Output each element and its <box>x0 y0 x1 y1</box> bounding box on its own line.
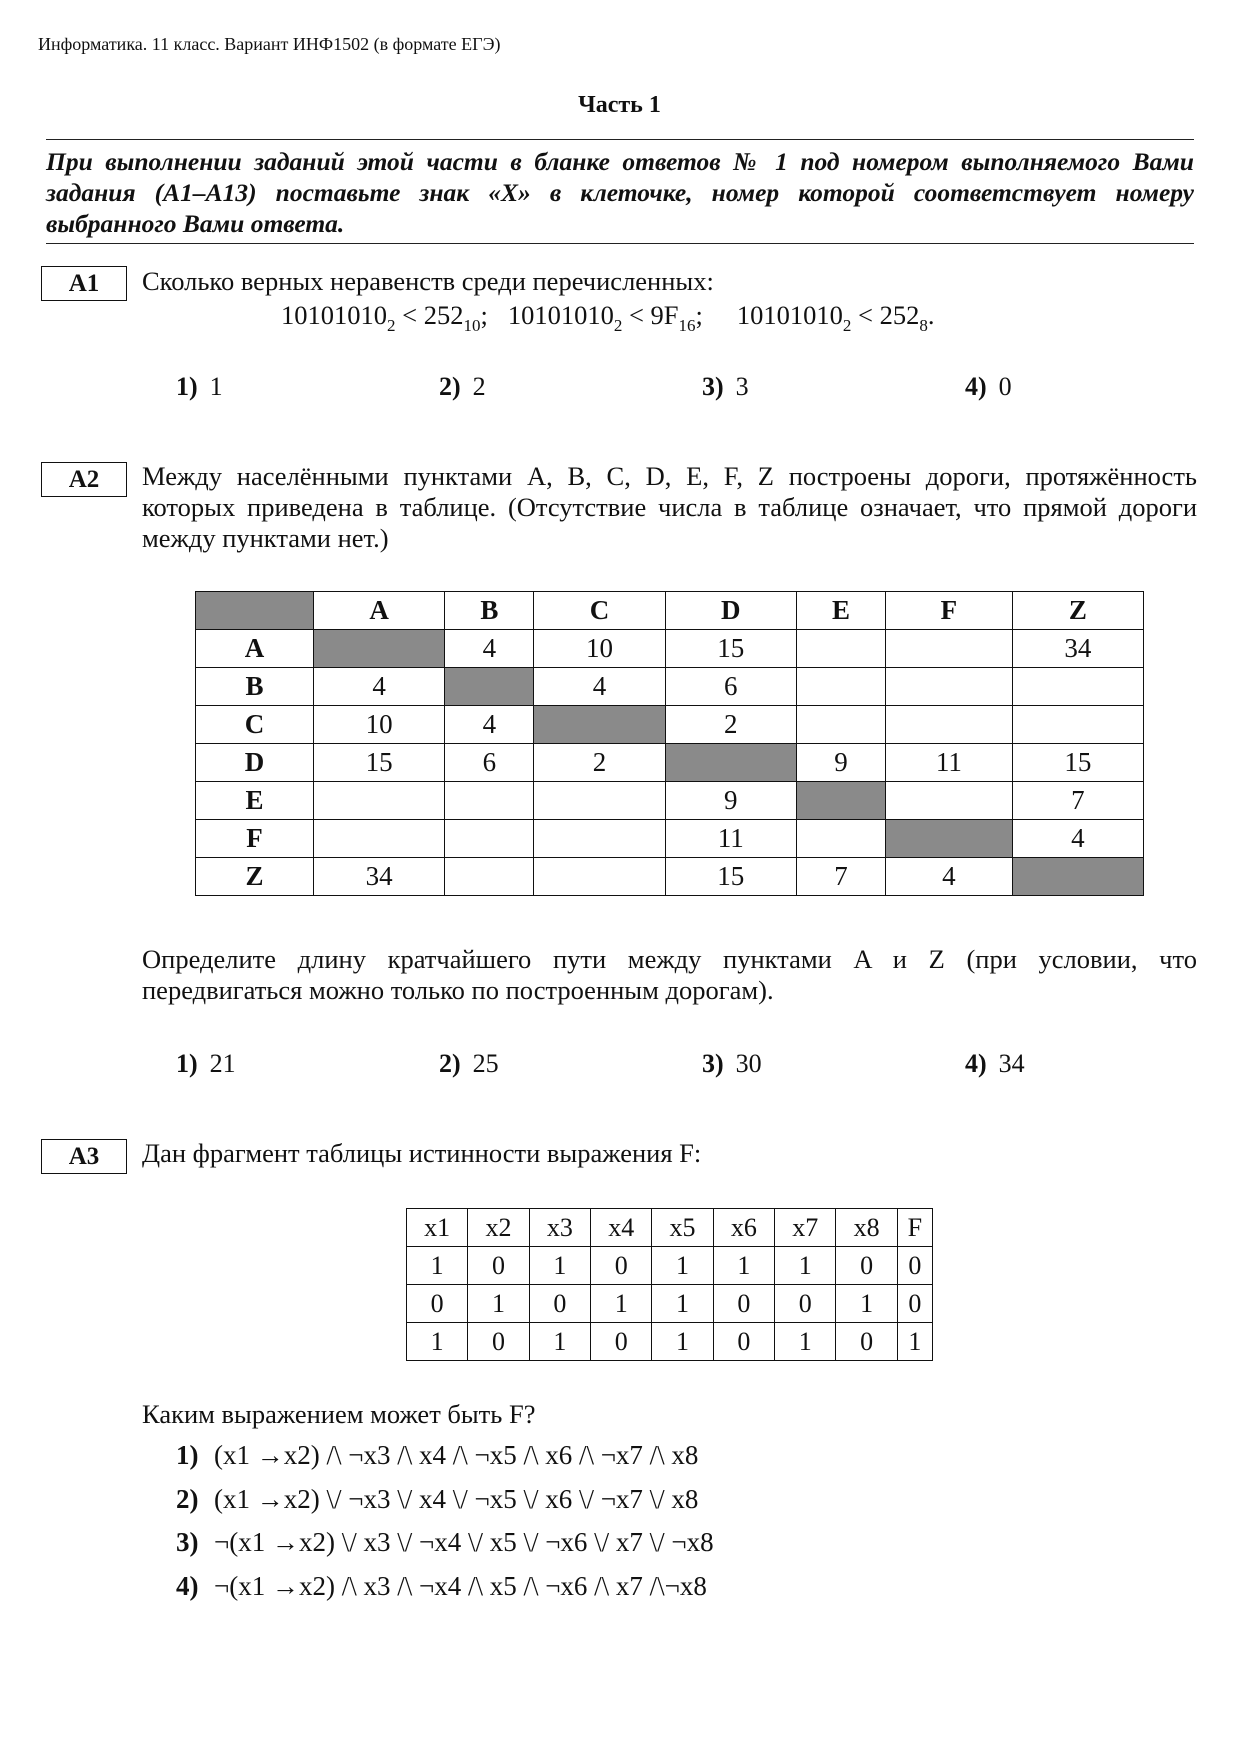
table-row <box>196 630 1144 668</box>
table-cell <box>886 706 1013 744</box>
row-header: C <box>196 706 314 744</box>
truth-table <box>406 1208 933 1361</box>
table-cell <box>314 630 445 668</box>
col-header: x8 <box>836 1209 897 1247</box>
a3-options <box>176 1434 714 1608</box>
table-cell: 2 <box>665 706 796 744</box>
col-header: E <box>796 592 885 630</box>
table-cell: 4 <box>445 630 534 668</box>
a1-ineq-1: $10101010_2 < 252_{10}$; <box>281 300 488 335</box>
table-cell <box>445 820 534 858</box>
table-row <box>196 706 1144 744</box>
table-row <box>407 1247 933 1285</box>
table-cell <box>534 706 665 744</box>
a2-question: Между населёнными пунктами A, B, C, D, E, F, Z построены дороги, протяжённость которых приведена в таблице. (Отсутствие числа в таблице означает, что прямой дороги между пунктами нет.) <box>142 461 1197 553</box>
table-cell: 9 <box>796 744 885 782</box>
table-cell: 0 <box>897 1285 932 1323</box>
row-header: Z <box>196 858 314 896</box>
table-cell: 0 <box>897 1247 932 1285</box>
a1-ineq-2: $10101010_2 < 9F_{16}$; <box>507 300 703 335</box>
row-header: E <box>196 782 314 820</box>
table-cell: 1 <box>591 1285 652 1323</box>
table-cell <box>886 820 1013 858</box>
a2-option-2[interactable]: 2) 25 <box>439 1049 499 1078</box>
table-cell <box>1012 668 1143 706</box>
table-cell <box>445 668 534 706</box>
col-header: B <box>445 592 534 630</box>
table-cell <box>445 782 534 820</box>
a2-question-2: Определите длину кратчайшего пути между пунктами A и Z (при условии, что передвигаться можно только по построенным дорогам). <box>142 944 1197 1005</box>
page-header: Информатика. 11 класс. Вариант ИНФ1502 (в формате ЕГЭ) <box>38 34 501 54</box>
row-header: A <box>196 630 314 668</box>
table-cell: 15 <box>665 630 796 668</box>
a2-option-1[interactable]: 1) 21 <box>176 1049 236 1078</box>
a3-question: Дан фрагмент таблицы истинности выражения F: <box>142 1138 702 1168</box>
col-header: x3 <box>529 1209 590 1247</box>
row-header: B <box>196 668 314 706</box>
table-cell: 0 <box>529 1285 590 1323</box>
table-row <box>196 744 1144 782</box>
table-cell: 0 <box>775 1285 836 1323</box>
task-label-a2: А2 <box>41 462 127 497</box>
table-cell: 1 <box>468 1285 529 1323</box>
table-cell: 0 <box>591 1247 652 1285</box>
table-cell <box>534 820 665 858</box>
table-cell: 0 <box>407 1285 468 1323</box>
table-cell <box>796 782 885 820</box>
table-cell: 15 <box>665 858 796 896</box>
table-cell <box>886 782 1013 820</box>
a2-option-4[interactable]: 4) 34 <box>965 1049 1025 1078</box>
table-cell: 10 <box>314 706 445 744</box>
table-cell: 7 <box>796 858 885 896</box>
truth-header-row <box>407 1209 933 1247</box>
a3-option-4[interactable]: 4) ¬(x1 →x2) /\ x3 /\ ¬x4 /\ x5 /\ ¬x6 /\ x7 /\¬x8 <box>176 1570 707 1601</box>
table-cell: 34 <box>1012 630 1143 668</box>
a1-option-2[interactable]: 2) 2 <box>439 372 486 401</box>
table-cell: 1 <box>407 1247 468 1285</box>
table-cell: 9 <box>665 782 796 820</box>
table-cell <box>796 706 885 744</box>
col-header: F <box>886 592 1013 630</box>
table-cell <box>314 820 445 858</box>
table-cell: 4 <box>886 858 1013 896</box>
table-cell: 15 <box>314 744 445 782</box>
col-header: x4 <box>591 1209 652 1247</box>
a1-ineq-3: $10101010_2 < 252_8$. <box>736 300 935 335</box>
a1-question: Сколько верных неравенств среди перечисленных: <box>142 266 714 296</box>
table-cell <box>796 820 885 858</box>
table-cell: 6 <box>665 668 796 706</box>
col-header: x2 <box>468 1209 529 1247</box>
col-header: C <box>534 592 665 630</box>
table-cell: 0 <box>713 1323 774 1361</box>
col-header: D <box>665 592 796 630</box>
col-header: x7 <box>775 1209 836 1247</box>
table-cell: 1 <box>897 1323 932 1361</box>
table-cell: 34 <box>314 858 445 896</box>
table-cell: 1 <box>713 1247 774 1285</box>
table-row <box>407 1323 933 1361</box>
instructions-box <box>46 139 1194 244</box>
table-cell <box>796 668 885 706</box>
table-cell: 0 <box>836 1247 897 1285</box>
table-cell: 1 <box>652 1323 713 1361</box>
table-cell: 0 <box>468 1323 529 1361</box>
table-cell <box>1012 706 1143 744</box>
table-cell: 0 <box>468 1247 529 1285</box>
table-cell: 1 <box>652 1247 713 1285</box>
row-header: D <box>196 744 314 782</box>
instructions-text: При выполнении заданий этой части в бланке ответов № 1 под номером выполняемого Вами задания (А1–А13) поставьте знак «Х» в клеточке, номер которой соответствует номеру выбранного Вами ответа. <box>46 147 1194 238</box>
table-cell: 1 <box>407 1323 468 1361</box>
table-cell <box>534 782 665 820</box>
table-cell: 4 <box>1012 820 1143 858</box>
table-row <box>196 858 1144 896</box>
table-cell <box>1012 858 1143 896</box>
table-cell: 15 <box>1012 744 1143 782</box>
a1-option-3[interactable]: 3) 3 <box>702 372 749 401</box>
table-cell: 10 <box>534 630 665 668</box>
table-cell: 1 <box>529 1247 590 1285</box>
a2-option-3[interactable]: 3) 30 <box>702 1049 762 1078</box>
row-header: F <box>196 820 314 858</box>
col-header: A <box>314 592 445 630</box>
a3-option-3[interactable]: 3) ¬(x1 →x2) \/ x3 \/ ¬x4 \/ x5 \/ ¬x6 \/ x7 \/ ¬x8 <box>176 1527 714 1557</box>
table-cell: 0 <box>836 1323 897 1361</box>
a1-option-1[interactable]: 1) 1 <box>176 372 223 401</box>
task-label-a3: А3 <box>41 1139 127 1174</box>
table-cell: 11 <box>886 744 1013 782</box>
table-cell: 0 <box>713 1285 774 1323</box>
a1-inequalities <box>281 300 935 335</box>
table-cell <box>314 782 445 820</box>
table-row <box>196 668 1144 706</box>
distance-table <box>195 591 1144 896</box>
table-row <box>196 782 1144 820</box>
a3-option-2[interactable]: 2) (x1 →x2) \/ ¬x3 \/ x4 \/ ¬x5 \/ x6 \/ ¬x7 \/ x8 <box>176 1483 699 1514</box>
table-cell: 1 <box>775 1247 836 1285</box>
task-label-a1: А1 <box>41 266 127 301</box>
table-cell: 4 <box>445 706 534 744</box>
part-title: Часть 1 <box>578 92 661 118</box>
table-cell: 1 <box>836 1285 897 1323</box>
table-cell: 0 <box>591 1323 652 1361</box>
table-corner <box>196 592 314 630</box>
table-cell <box>665 744 796 782</box>
table-cell: 1 <box>652 1285 713 1323</box>
table-row <box>407 1285 933 1323</box>
col-header: x1 <box>407 1209 468 1247</box>
table-cell: 7 <box>1012 782 1143 820</box>
table-cell <box>534 858 665 896</box>
table-header-row <box>196 592 1144 630</box>
col-header: F <box>897 1209 932 1247</box>
table-cell: 1 <box>775 1323 836 1361</box>
table-cell <box>445 858 534 896</box>
a3-question-2: Каким выражением может быть F? <box>142 1399 536 1429</box>
col-header: x6 <box>713 1209 774 1247</box>
table-cell: 4 <box>534 668 665 706</box>
col-header: Z <box>1012 592 1143 630</box>
a1-option-4[interactable]: 4) 0 <box>965 372 1012 401</box>
table-cell: 4 <box>314 668 445 706</box>
table-cell: 11 <box>665 820 796 858</box>
table-cell: 6 <box>445 744 534 782</box>
table-cell <box>886 668 1013 706</box>
table-cell <box>886 630 1013 668</box>
table-cell: 1 <box>529 1323 590 1361</box>
a3-option-1[interactable]: 1) (x1 →x2) /\ ¬x3 /\ x4 /\ ¬x5 /\ x6 /\ ¬x7 /\ x8 <box>176 1440 699 1470</box>
col-header: x5 <box>652 1209 713 1247</box>
table-cell: 2 <box>534 744 665 782</box>
table-row <box>196 820 1144 858</box>
table-cell <box>796 630 885 668</box>
